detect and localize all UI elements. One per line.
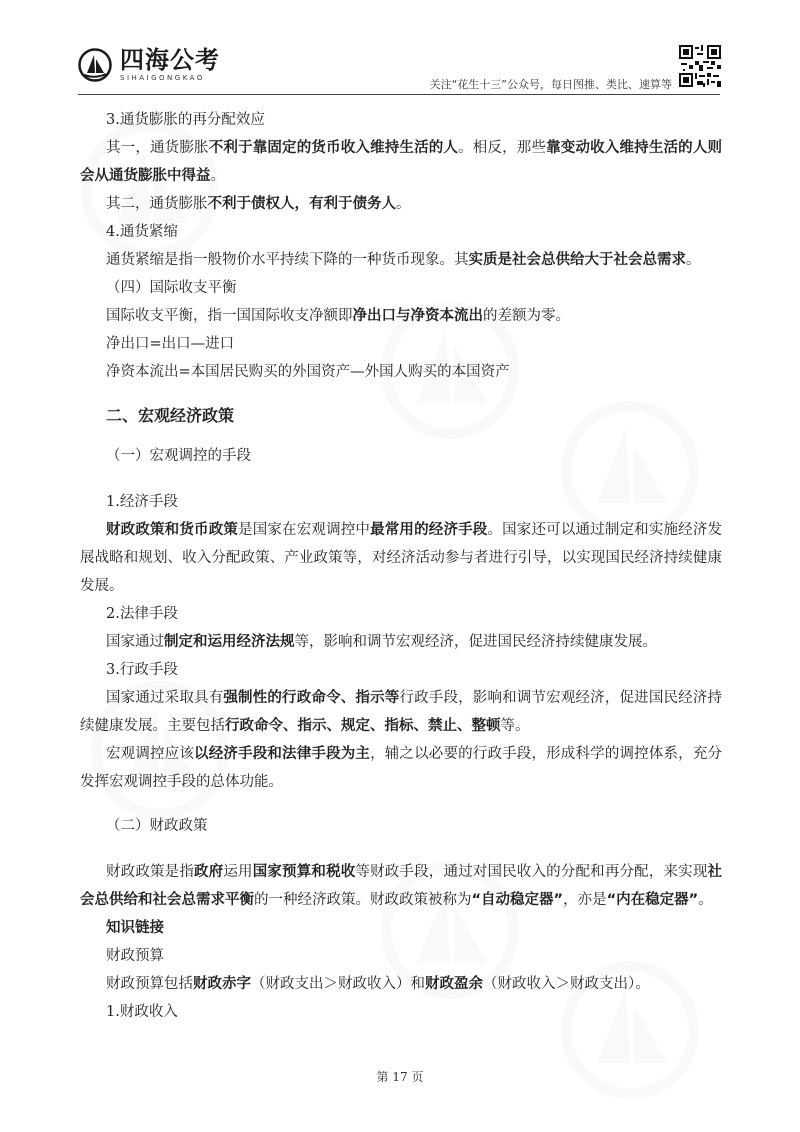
paragraph [80,998,722,1026]
text-run: 是国家在宏观调控中 [238,522,371,538]
paragraph [80,858,722,914]
paragraph [80,942,722,970]
text-run: ，辅之以必要的行政手段，形成科学的调控体系，充分发挥宏观调控手段的总体功能。 [80,746,723,790]
bold-text: 财政赤字 [193,976,251,992]
text-run: （财政支出＞财政收入）和 [251,976,425,992]
paragraph [80,246,722,274]
text-run: （一）宏观调控的手段 [106,448,251,464]
paragraph [80,970,722,998]
text-run: 财政预算包括 [106,976,193,992]
section-heading [80,402,722,430]
text-run: 国家通过 [106,634,164,650]
paragraph [80,740,722,796]
text-run: 净出口=出口—进口 [106,336,235,352]
bold-text: 最常用的经济手段 [370,522,488,538]
bold-text: 财政盈余 [425,976,483,992]
bold-text: 以经济手段和法律手段为主 [194,746,371,762]
bold-text: 行政命令、指示、规定、指标、禁止、整顿 [225,718,501,734]
subsection-heading [80,442,722,470]
text-run: 其二，通货膨胀 [106,196,208,212]
text-run: 。 [686,252,701,268]
text-run: 二、宏观经济政策 [106,406,235,425]
text-run: 等，影响和调节宏观经济，促进国民经济持续健康发展。 [294,634,657,650]
text-run: 国际收支平衡，指一国国际收支净额即 [106,308,353,324]
bold-text: 知识链接 [106,920,164,936]
text-run: 。相反，那些 [458,140,547,156]
paragraph [80,190,722,218]
bold-text: 不利于债权人，有利于债务人 [207,196,396,212]
bold-text: 政府 [194,864,224,880]
qr-code-icon [679,45,721,87]
text-run: 1.经济手段 [106,494,178,510]
paragraph [80,516,722,600]
document-body [80,106,722,1026]
paragraph [80,274,722,302]
spacer [80,796,722,806]
bold-text: 财政政策和货币政策 [106,522,239,538]
paragraph [80,684,722,740]
spacer [80,478,722,488]
bold-text: 强制性的行政命令、指示等 [223,690,400,706]
text-run: 3.行政手段 [106,662,178,678]
text-run: 。国家还可以通过制定和实施经济发展战略和规划、收入分配政策、产业政策等，对经济活动参与者进行引导，以实现国民经济持续健康发展。 [80,522,723,594]
bold-text: 靠变动收入维持生活的人则会从通货膨胀中得益 [80,140,723,184]
text-run: 3.通货膨胀的再分配效应 [106,112,265,128]
text-run: 4.通货紧缩 [106,224,178,240]
bold-text: 不利于靠固定的货币收入维持生活的人 [208,140,459,156]
bold-text: 国家预算和税收 [252,864,356,880]
text-run: 等财政手段，通过对国民收入的分配和再分配，来实现 [355,864,708,880]
paragraph [80,628,722,656]
paragraph [80,302,722,330]
header-slogan: 关注“花生十三”公众号，每日图推、类比、速算等 [429,78,672,91]
header-divider [78,94,720,95]
bold-text: “自动稳定器” [471,892,564,908]
text-run: 的差额为零。 [483,308,570,324]
paragraph [80,330,722,358]
text-run: 其一，通货膨胀 [106,140,209,156]
text-run: （财政收入＞财政支出）。 [483,976,650,992]
text-run: 财政政策是指 [106,864,195,880]
spacer [80,848,722,858]
text-run: 。 [698,892,713,908]
text-run: 财政预算 [106,948,164,964]
text-run: 2.法律手段 [106,606,178,622]
text-run: （二）财政政策 [106,818,208,834]
bold-text: 制定和运用经济法规 [164,634,295,650]
subsection-heading [80,812,722,840]
bold-text: 净出口与净资本流出 [352,308,483,324]
text-run: 的一种经济政策。财政政策被称为 [254,892,472,908]
text-run: 净资本流出=本国居民购买的外国资产—外国人购买的本国资产 [106,364,510,380]
text-run: ，亦是 [563,892,607,908]
paragraph [80,656,722,684]
logo [78,48,220,82]
text-run: 通货紧缩是指一般物价水平持续下降的一种货币现象。其 [106,252,469,268]
sail-logo-icon [78,48,112,82]
logo-english-name: SIHAIGONGKAO [120,74,205,82]
bold-text: “内在稳定器” [606,892,699,908]
page-header [0,0,800,100]
text-run: （四）国际收支平衡 [106,280,237,296]
paragraph [80,218,722,246]
paragraph [80,134,722,190]
paragraph [80,106,722,134]
bold-text: 社会总供给和社会总需求平衡 [80,864,723,908]
text-run: 等。 [500,718,530,734]
text-run: 。 [210,168,225,184]
paragraph [80,358,722,386]
text-run: 宏观调控应该 [106,746,195,762]
logo-chinese-name: 四海公考 [120,46,220,74]
bold-text: 实质是社会总供给大于社会总需求 [468,252,686,268]
text-run: 行政手段，影响和调节宏观经济，促进国民经济持续健康发展。主要包括 [80,690,723,734]
text-run: 1.财政收入 [106,1004,178,1020]
paragraph [80,600,722,628]
paragraph [80,488,722,516]
text-run: 。 [396,196,411,212]
page-number: 第 17 页 [376,1070,424,1084]
text-run: 运用 [223,864,253,880]
text-run: 国家通过采取具有 [106,690,224,706]
paragraph [80,914,722,942]
